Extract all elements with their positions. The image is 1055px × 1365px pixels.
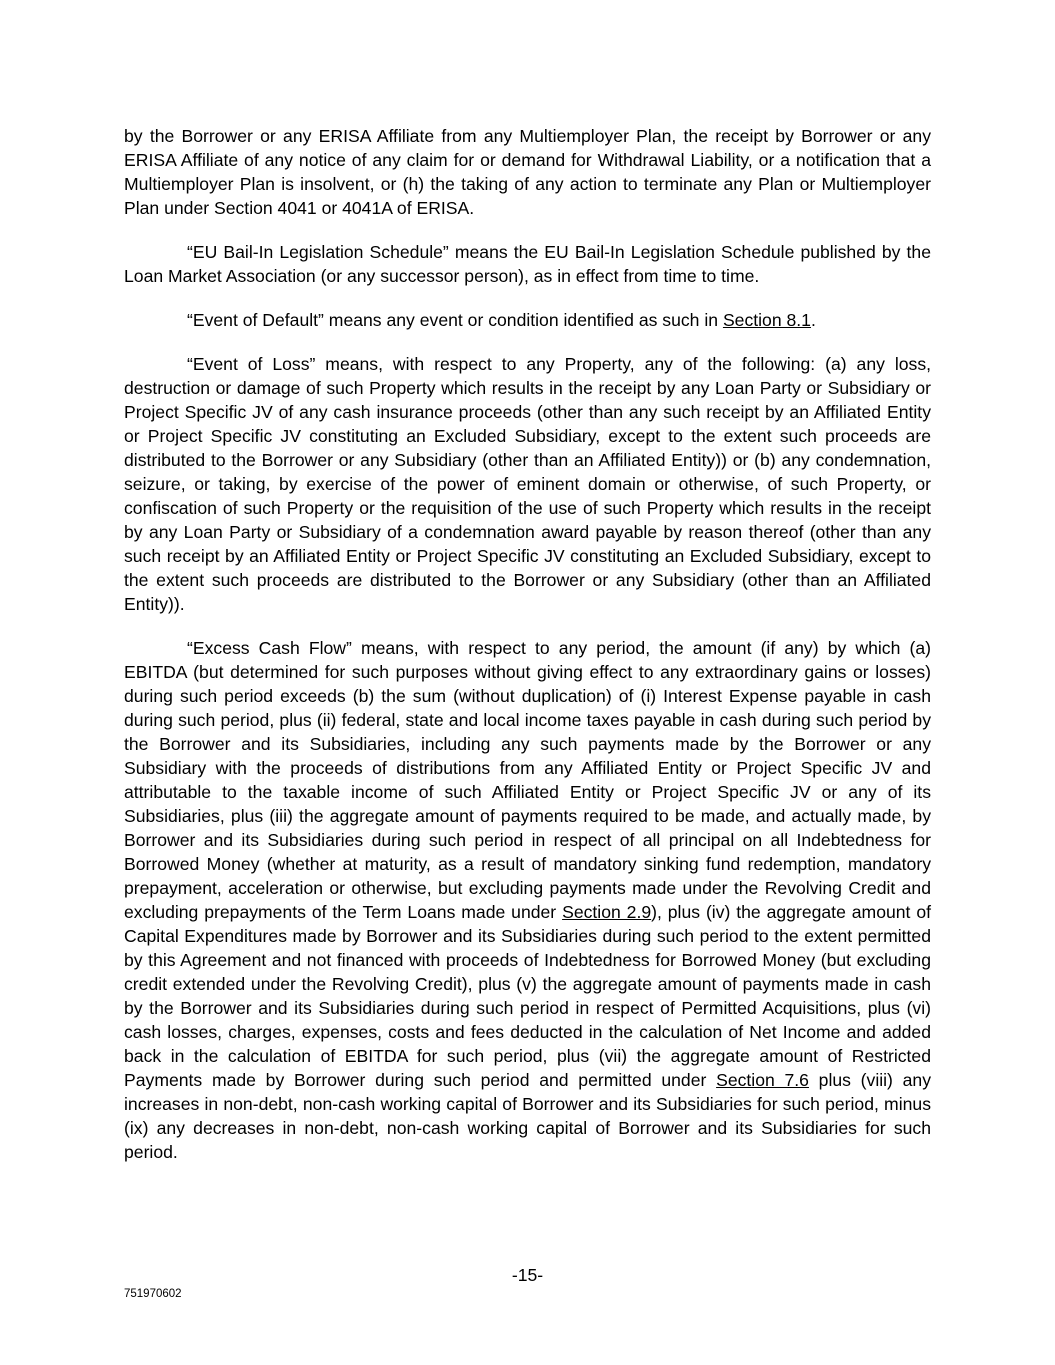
erisa-continuation-paragraph: by the Borrower or any ERISA Affiliate from any Multiemployer Plan, the receipt by Borrower or any ERISA Affiliate of any notice of any claim for or demand for Withdrawal Liability, or a notification that a Multiemployer Plan is insolvent, or (h) the taking of any action to terminate any Plan or Multiemployer Plan under Section 4041 or 4041A of ERISA.: [124, 126, 931, 218]
section-8-1-reference[interactable]: Section 8.1: [722, 310, 811, 330]
section-7-6-reference[interactable]: Section 7.6: [716, 1070, 809, 1090]
section-2-9-reference[interactable]: Section 2.9: [562, 902, 652, 922]
document-page: [124, 124, 931, 1184]
definition-text: “Excess Cash Flow” means, with respect to any period, the amount (if any) by which (a) EBITDA (but determined for such purposes without giving effect to any extraordinary gains or losses) during such period exceeds (b) the sum (without duplication) of (i) Interest Expense payable in cash during such period, plus (ii) federal, state and local income taxes payable in cash during such period by the Borrower and its Subsidiaries, including any such payments made by the Borrower or any Subsidiary with the proceeds of distributions from any Affiliated Entity or Project Specific JV and attributable to the taxable income of such Affiliated Entity or Project Specific JV or any of its Subsidiaries, plus (iii) the aggregate amount of payments required to be made, and actually made, by Borrower and its Subsidiaries during such period in respect of all principal on all Indebtedness for Borrowed Money (whether at maturity, as a result of mandatory sinking fund redemption, mandatory prepayment, acceleration or otherwise, but excluding payments made under the Revolving Credit and excluding prepayments of the Term Loans made under: [124, 638, 931, 922]
definition-text: ), plus (iv) the aggregate amount of Capital Expenditures made by Borrower and its Subsidiaries during such period to the extent permitted by this Agreement and not financed with proceeds of Indebtedness for Borrowed Money (but excluding credit extended under the Revolving Credit), plus (v) the aggregate amount of payments made in cash by the Borrower and its Subsidiaries during such period in respect of Permitted Acquisitions, plus (vi) cash losses, charges, expenses, costs and fees deducted in the calculation of Net Income and added back in the calculation of EBITDA for such period, plus (vii) the aggregate amount of Restricted Payments made by Borrower during such period and permitted under: [124, 902, 932, 1090]
eu-bail-in-definition: “EU Bail-In Legislation Schedule” means the EU Bail-In Legislation Schedule published by the Loan Market Association (or any successor person), as in effect from time to time.: [124, 242, 931, 286]
document-id: 751970602: [124, 1288, 182, 1300]
definition-text: .: [810, 310, 816, 330]
definition-text: “Event of Default” means any event or condition identified as such in: [187, 310, 723, 330]
definition-text: plus (viii) any increases in non-debt, non-cash working capital of Borrower and its Subsidiaries for such period, minus (ix) any decreases in non-debt, non-cash working capital of Borrower and its Subsidiaries for such period.: [124, 1070, 931, 1162]
event-of-default-definition: [124, 308, 931, 332]
event-of-loss-definition: “Event of Loss” means, with respect to any Property, any of the following: (a) any loss, destruction or damage of such Property which results in the receipt by any Loan Party or Subsidiary or Project Specific JV of any cash insurance proceeds (other than any such receipt by an Affiliated Entity or Project Specific JV constituting an Excluded Subsidiary, except to the extent such proceeds are distributed to the Borrower or any Subsidiary (other than an Affiliated Entity)) or (b) any condemnation, seizure, or taking, by exercise of the power of eminent domain or otherwise, of such Property, or confiscation of such Property or the requisition of the use of such Property which results in the receipt by any Loan Party or Subsidiary of a condemnation award payable by reason thereof (other than any such receipt by an Affiliated Entity or Project Specific JV constituting an Excluded Subsidiary, except to the extent such proceeds are distributed to the Borrower or any Subsidiary (other than an Affiliated Entity)).: [124, 354, 931, 614]
excess-cash-flow-definition: [124, 636, 931, 1164]
page-number: -15-: [511, 1265, 544, 1285]
